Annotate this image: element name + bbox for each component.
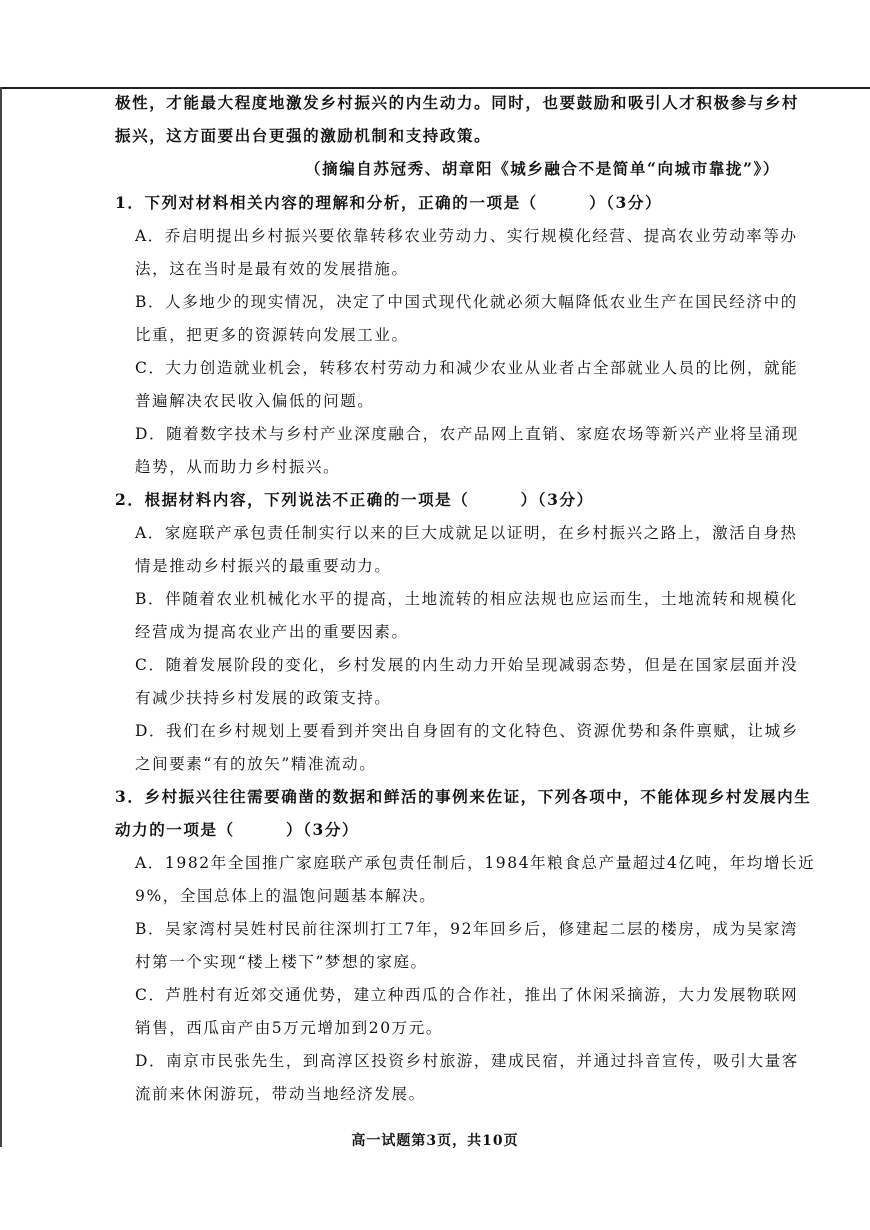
q1-option-d-line1: D．随着数字技术与乡村产业深度融合，农产品网上直销、家庭农场等新兴产业将呈涌现 — [135, 425, 799, 443]
q1-option-c-line2: 普遍解决农民收入偏低的问题。 — [135, 392, 375, 410]
passage-attribution: （摘编自苏冠秀、胡章阳《城乡融合不是简单“向城市靠拢”》） — [305, 159, 780, 178]
q3-option-a-line1: A．1982年全国推广家庭联产承包责任制后，1984年粮食总产量超过4亿吨，年均增长近 — [135, 854, 816, 872]
q3-option-b-line1: B．吴家湾村吴姓村民前往深圳打工7年，92年回乡后，修建起二层的楼房，成为吴家湾 — [135, 920, 798, 938]
q1-option-a-line1: A．乔启明提出乡村振兴要依靠转移农业劳动力、实行规模化经营、提高农业劳动率等办 — [135, 227, 798, 245]
q3-option-a-line2: 9%，全国总体上的温饱问题基本解决。 — [135, 887, 437, 905]
q1-option-c-line1: C．大力创造就业机会，转移农村劳动力和减少农业从业者占全部就业人员的比例，就能 — [135, 359, 799, 377]
page-footer: 高一试题第3页，共10页 — [351, 1133, 519, 1149]
q1-option-b-line1: B．人多地少的现实情况，决定了中国式现代化就必须大幅降低农业生产在国民经济中的 — [135, 293, 798, 311]
q2-option-d-line1: D．我们在乡村规划上要看到并突出自身固有的文化特色、资源优势和条件禀赋，让城乡 — [135, 722, 799, 740]
left-border-line — [0, 87, 2, 1147]
question-1-stem: 1．下列对材料相关内容的理解和分析，正确的一项是（ ）（3分） — [115, 193, 663, 212]
q2-option-b-line1: B．伴随着农业机械化水平的提高，土地流转的相应法规也应运而生，土地流转和规模化 — [135, 590, 798, 608]
q3-option-c-line2: 销售，西瓜亩产由5万元增加到20万元。 — [135, 1019, 443, 1037]
question-3-stem-line1: 3．乡村振兴往往需要确凿的数据和鲜活的事例来佐证，下列各项中，不能体现乡村发展内生 — [115, 787, 812, 806]
question-3-stem-line2: 动力的一项是（ ）（3分） — [115, 820, 360, 839]
q2-option-c-line2: 有减少扶持乡村发展的政策支持。 — [135, 689, 392, 707]
q2-option-d-line2: 之间要素“有的放矢”精准流动。 — [135, 755, 377, 773]
q3-option-b-line2: 村第一个实现“楼上楼下”梦想的家庭。 — [135, 953, 428, 971]
q2-option-b-line2: 经营成为提高农业产出的重要因素。 — [135, 623, 409, 641]
q1-option-d-line2: 趋势，从而助力乡村振兴。 — [135, 458, 341, 476]
q3-option-d-line1: D．南京市民张先生，到高淳区投资乡村旅游，建成民宿，并通过抖音宣传，吸引大量客 — [135, 1052, 799, 1070]
top-border-line — [0, 87, 870, 89]
q2-option-a-line2: 情是推动乡村振兴的最重要动力。 — [135, 557, 392, 575]
passage-line: 极性，才能最大程度地激发乡村振兴的内生动力。同时，也要鼓励和吸引人才积极参与乡村 — [115, 93, 800, 112]
q3-option-d-line2: 流前来休闲游玩，带动当地经济发展。 — [135, 1085, 426, 1103]
question-2-stem: 2．根据材料内容，下列说法不正确的一项是（ ）（3分） — [115, 490, 594, 509]
q2-option-c-line1: C．随着发展阶段的变化，乡村发展的内生动力开始呈现减弱态势，但是在国家层面并没 — [135, 656, 799, 674]
passage-line: 振兴，这方面要出台更强的激励机制和支持政策。 — [115, 126, 492, 145]
q2-option-a-line1: A．家庭联产承包责任制实行以来的巨大成就足以证明，在乡村振兴之路上，激活自身热 — [135, 524, 798, 542]
q3-option-c-line1: C．芦胜村有近郊交通优势，建立种西瓜的合作社，推出了休闲采摘游，大力发展物联网 — [135, 986, 799, 1004]
q1-option-a-line2: 法，这在当时是最有效的发展措施。 — [135, 260, 409, 278]
q1-option-b-line2: 比重，把更多的资源转向发展工业。 — [135, 326, 409, 344]
